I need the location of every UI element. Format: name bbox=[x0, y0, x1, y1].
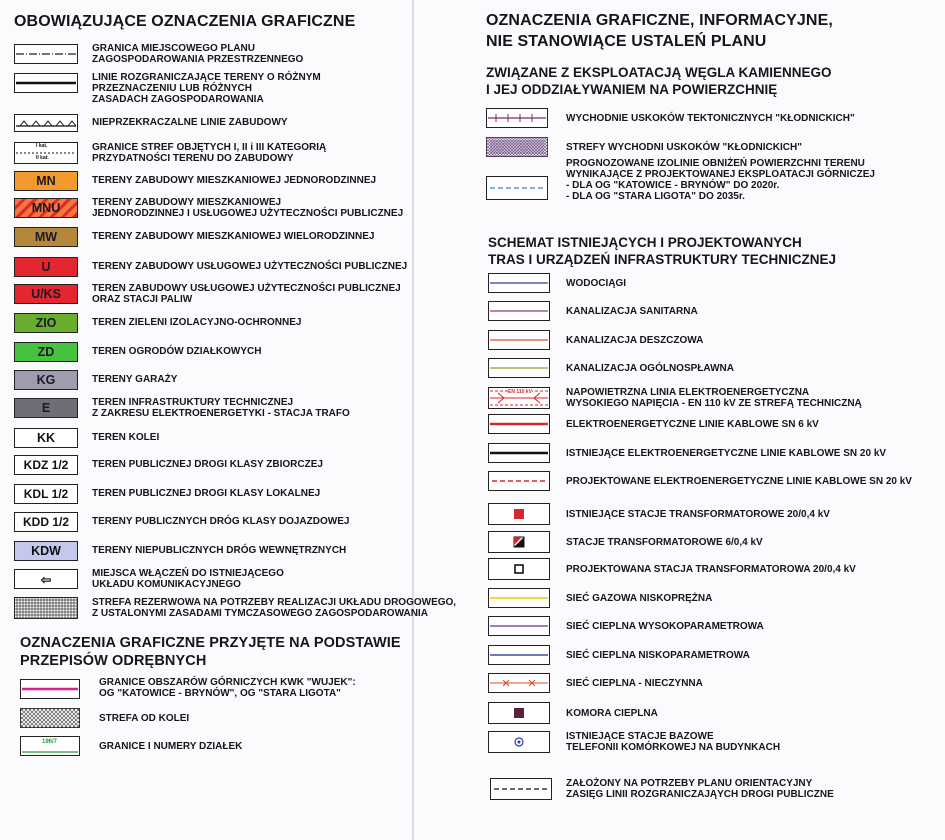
transformer-6kv-label-line: STACJE TRANSFORMATOROWE 6/0,4 kV bbox=[566, 537, 763, 548]
reserve-zone-label-line: Z USTALONYMI ZASADAMI TYMCZASOWEGO ZAGOSPODAROWANIA bbox=[92, 608, 428, 619]
mining-areas-label bbox=[99, 677, 356, 699]
heat-low-symbol bbox=[488, 645, 550, 665]
zone-mn-code: MN bbox=[36, 174, 56, 188]
hv-overhead-line-symbol bbox=[488, 387, 550, 409]
transformer-planned-label bbox=[566, 564, 856, 575]
heat-inactive-symbol bbox=[488, 673, 550, 693]
zone-zio-label bbox=[92, 317, 301, 328]
zone-kdw-label bbox=[92, 545, 346, 556]
dividing-lines-label bbox=[92, 72, 321, 105]
subsidence-isolines-label-line: PROGNOZOWANE IZOLINIE OBNIŻEŃ POWIERZCHNI TERENU bbox=[566, 158, 865, 169]
heat-inactive-label bbox=[566, 678, 703, 689]
transformer-6kv-label bbox=[566, 537, 763, 548]
zone-uks-symbol bbox=[14, 284, 78, 304]
combined-sewer-symbol bbox=[488, 358, 550, 378]
right-heading-line2: NIE STANOWIĄCE USTALEŃ PLANU bbox=[486, 33, 767, 50]
zone-mn-label bbox=[92, 175, 376, 186]
cable-sn6-label-line: ELEKTROENERGETYCZNE LINIE KABLOWE SN 6 kV bbox=[566, 419, 819, 430]
zone-mnu-label bbox=[92, 197, 403, 219]
subsidence-isolines-label-line: - DLA OG "KATOWICE - BRYNÓW" DO 2020r. bbox=[566, 180, 780, 191]
right-subheading-2 bbox=[488, 234, 836, 268]
parcel-number: 196/7 bbox=[42, 739, 58, 745]
zone-kdd-label bbox=[92, 516, 349, 527]
rail-zone-label bbox=[99, 713, 189, 724]
right-subheading-2-line2: TRAS I URZĄDZEŃ INFRASTRUKTURY TECHNICZNEJ bbox=[488, 252, 837, 267]
zone-kdl-symbol bbox=[14, 484, 78, 504]
cable-sn20-existing-symbol bbox=[488, 443, 550, 463]
transformer-planned-symbol bbox=[488, 558, 550, 580]
left-heading-2-line2: PRZEPISÓW ODRĘBNYCH bbox=[20, 653, 207, 669]
fault-outcrops-label-line: WYCHODNIE USKOKÓW TEKTONICZNYCH "KŁODNICKICH" bbox=[566, 113, 855, 124]
heat-inactive-label-line: SIEĆ CIEPLNA - NIECZYNNA bbox=[566, 678, 703, 689]
zone-u-symbol bbox=[14, 257, 78, 277]
rain-sewer-label-line: KANALIZACJA DESZCZOWA bbox=[566, 335, 704, 346]
cell-base-station-symbol bbox=[488, 731, 550, 753]
subsidence-isolines-symbol bbox=[486, 176, 548, 200]
mining-areas-label-line: GRANICE OBSZARÓW GÓRNICZYCH KWK "WUJEK": bbox=[99, 677, 356, 688]
left-heading: OBOWIĄZUJĄCE OZNACZENIA GRAFICZNE bbox=[14, 13, 356, 30]
zone-mw-code: MW bbox=[34, 230, 58, 244]
mining-areas-label-line: OG "KATOWICE - BRYNÓW", OG "STARA LIGOTA" bbox=[99, 688, 341, 699]
heat-chamber-symbol bbox=[488, 702, 550, 724]
combined-sewer-label bbox=[566, 363, 734, 374]
rain-sewer-label bbox=[566, 335, 703, 346]
cable-sn20-planned-label-line: PROJEKTOWANE ELEKTROENERGETYCZNE LINIE KABLOWE SN 20 kV bbox=[566, 476, 912, 487]
zone-kdl-code: KDL 1/2 bbox=[23, 487, 69, 501]
cell-base-station-label-line: TELEFONII KOMÓRKOWEJ NA BUDYNKACH bbox=[566, 742, 781, 753]
dividing-lines-symbol bbox=[14, 73, 78, 93]
junction-label bbox=[92, 568, 284, 590]
fault-zones-symbol bbox=[486, 137, 548, 157]
transformer-existing-symbol bbox=[488, 503, 550, 525]
water-pipes-symbol bbox=[488, 273, 550, 293]
right-heading-line1: OZNACZENIA GRAFICZNE, INFORMACYJNE, bbox=[486, 12, 833, 29]
dividing-lines-label-line: PRZEZNACZENIU LUB RÓŻNYCH bbox=[92, 83, 252, 94]
cell-base-station-label bbox=[566, 731, 780, 753]
building-lines-symbol bbox=[14, 114, 78, 132]
road-range-label-line: ZAŁOŻONY NA POTRZEBY PLANU ORIENTACYJNY bbox=[566, 778, 813, 789]
heat-low-label-line: SIEĆ CIEPLNA NISKOPARAMETROWA bbox=[566, 650, 750, 661]
transformer-existing-label bbox=[566, 509, 830, 520]
sanitary-sewer-symbol bbox=[488, 301, 550, 321]
zone-kdd-code: KDD 1/2 bbox=[22, 515, 69, 529]
rain-sewer-symbol bbox=[488, 330, 550, 350]
heat-high-symbol bbox=[488, 616, 550, 636]
left-heading-2 bbox=[20, 634, 401, 670]
zone-mnu-symbol bbox=[14, 198, 78, 218]
zone-zd-symbol bbox=[14, 342, 78, 362]
zone-kg-symbol bbox=[14, 370, 78, 390]
rail-zone-symbol bbox=[20, 708, 80, 728]
cable-sn20-planned-symbol bbox=[488, 471, 550, 491]
suitability-zones-label bbox=[92, 142, 326, 164]
heat-low-label bbox=[566, 650, 750, 661]
zone-mnu-code: MNU bbox=[31, 201, 61, 215]
category-tag-1: I kat. bbox=[36, 143, 48, 149]
zone-e-label-line: TEREN INFRASTRUKTURY TECHNICZNEJ bbox=[92, 397, 294, 408]
zone-zd-label bbox=[92, 346, 261, 357]
zone-uks-code: U/KS bbox=[31, 287, 61, 301]
road-range-label bbox=[566, 778, 834, 800]
zone-kdz-label-line: TEREN PUBLICZNEJ DROGI KLASY ZBIORCZEJ bbox=[92, 459, 323, 470]
junction-symbol bbox=[14, 569, 78, 589]
plan-boundary-symbol bbox=[14, 44, 78, 64]
zone-e-label bbox=[92, 397, 350, 419]
transformer-existing-label-line: ISTNIEJĄCE STACJE TRANSFORMATOROWE 20/0,4 kV bbox=[566, 509, 830, 520]
zone-kdz-label bbox=[92, 459, 323, 470]
suitability-zones-symbol bbox=[14, 142, 78, 164]
zone-u-label bbox=[92, 261, 407, 272]
zone-kdl-label bbox=[92, 488, 320, 499]
zone-mw-symbol bbox=[14, 227, 78, 247]
fault-outcrops-symbol bbox=[486, 108, 548, 128]
road-range-symbol bbox=[490, 778, 552, 800]
transformer-planned-label-line: PROJEKTOWANA STACJA TRANSFORMATOROWA 20/0,4 kV bbox=[566, 564, 856, 575]
right-heading bbox=[486, 10, 833, 52]
cable-sn20-planned-label bbox=[566, 476, 912, 487]
plan-boundary-label bbox=[92, 43, 303, 65]
right-subheading-1-line1: ZWIĄZANE Z EKSPLOATACJĄ WĘGLA KAMIENNEGO bbox=[486, 65, 832, 80]
zone-kk-code: KK bbox=[36, 431, 56, 445]
zone-kdd-label-line: TERENY PUBLICZNYCH DRÓG KLASY DOJAZDOWEJ bbox=[92, 516, 350, 527]
suitability-zones-label-line: PRZYDATNOŚCI TERENU DO ZABUDOWY bbox=[92, 153, 294, 164]
zone-mnu-label-line: JEDNORODZINNEJ I USŁUGOWEJ UŻYTECZNOŚCI PUBLICZNEJ bbox=[92, 208, 404, 219]
cable-sn20-existing-label bbox=[566, 448, 886, 459]
zone-mw-label bbox=[92, 231, 374, 242]
gas-network-symbol bbox=[488, 588, 550, 608]
building-lines-label bbox=[92, 117, 288, 128]
zone-kdz-symbol bbox=[14, 455, 78, 475]
cable-sn20-existing-label-line: ISTNIEJĄCE ELEKTROENERGETYCZNE LINIE KABLOWE SN 20 kV bbox=[566, 448, 887, 459]
rail-zone-label-line: STREFA OD KOLEI bbox=[99, 713, 190, 724]
subsidence-isolines-label bbox=[566, 158, 875, 202]
zone-kk-label bbox=[92, 432, 159, 443]
suitability-zones-label-line: GRANICE STREF OBJĘTYCH I, II i III KATEGORIĄ bbox=[92, 142, 327, 153]
zone-kdl-label-line: TEREN PUBLICZNEJ DROGI KLASY LOKALNEJ bbox=[92, 488, 321, 499]
junction-code: ⇦ bbox=[40, 572, 52, 587]
zone-kg-label bbox=[92, 374, 177, 385]
water-pipes-label-line: WODOCIĄGI bbox=[566, 278, 626, 289]
hv-overhead-line-label bbox=[566, 387, 862, 409]
left-heading-2-line1: OZNACZENIA GRAFICZNE PRZYJĘTE NA PODSTAWIE bbox=[20, 635, 401, 651]
zone-mnu-label-line: TERENY ZABUDOWY MIESZKANIOWEJ bbox=[92, 197, 282, 208]
zone-kk-label-line: TEREN KOLEI bbox=[92, 432, 160, 443]
zone-uks-label-line: TEREN ZABUDOWY USŁUGOWEJ UŻYTECZNOŚCI PUBLICZNEJ bbox=[92, 283, 401, 294]
zone-kg-code: KG bbox=[36, 373, 56, 387]
plan-boundary-label-line: GRANICA MIEJSCOWEGO PLANU bbox=[92, 43, 255, 54]
dividing-lines-label-line: LINIE ROZGRANICZAJĄCE TERENY O RÓŻNYM bbox=[92, 72, 321, 83]
plan-boundary-label-line: ZAGOSPODAROWANIA PRZESTRZENNEGO bbox=[92, 54, 304, 65]
sanitary-sewer-label bbox=[566, 306, 698, 317]
heat-chamber-label bbox=[566, 708, 658, 719]
reserve-zone-label-line: STREFA REZERWOWA NA POTRZEBY REALIZACJI UKŁADU DROGOWEGO, bbox=[92, 597, 457, 608]
zone-e-label-line: Z ZAKRESU ELEKTROENERGETYKI - STACJA TRAFO bbox=[92, 408, 350, 419]
reserve-zone-symbol bbox=[14, 597, 78, 619]
hv-overhead-line-label-line: NAPOWIETRZNA LINIA ELEKTROENERGETYCZNA bbox=[566, 387, 810, 398]
road-range-label-line: ZASIĘG LINII ROZGRANICZAJĄYCH DROGI PUBLICZNE bbox=[566, 789, 834, 800]
zone-kk-symbol bbox=[14, 428, 78, 448]
zone-e-code: E bbox=[41, 401, 51, 415]
zone-mw-label-line: TERENY ZABUDOWY MIESZKANIOWEJ WIELORODZINNEJ bbox=[92, 231, 375, 242]
category-tag-2: II kat. bbox=[36, 155, 49, 161]
junction-label-line: MIEJSCA WŁĄCZEŃ DO ISTNIEJĄCEGO bbox=[92, 568, 284, 579]
zone-mn-symbol bbox=[14, 171, 78, 191]
right-subheading-1-line2: I JEJ ODDZIAŁYWANIEM NA POWIERZCHNIĘ bbox=[486, 82, 778, 97]
zone-zd-code: ZD bbox=[37, 345, 55, 359]
right-subheading-1 bbox=[486, 64, 832, 98]
junction-label-line: UKŁADU KOMUNIKACYJNEGO bbox=[92, 579, 241, 590]
gas-network-label-line: SIEĆ GAZOWA NISKOPRĘŻNA bbox=[566, 593, 713, 604]
right-subheading-2-line1: SCHEMAT ISTNIEJĄCYCH I PROJEKTOWANYCH bbox=[488, 235, 802, 250]
zone-kdw-label-line: TERENY NIEPUBLICZNYCH DRÓG WEWNĘTRZNYCH bbox=[92, 545, 347, 556]
fault-outcrops-label bbox=[566, 113, 855, 124]
paper-fold bbox=[412, 0, 414, 840]
cable-sn6-label bbox=[566, 419, 819, 430]
combined-sewer-label-line: KANALIZACJA OGÓLNOSPŁAWNA bbox=[566, 363, 734, 374]
zone-e-symbol bbox=[14, 398, 78, 418]
water-pipes-label bbox=[566, 278, 626, 289]
zone-kdz-code: KDZ 1/2 bbox=[23, 458, 69, 472]
zone-zio-label-line: TEREN ZIELENI IZOLACYJNO-OCHRONNEJ bbox=[92, 317, 302, 328]
zone-u-code: U bbox=[41, 260, 51, 274]
subsidence-isolines-label-line: - DLA OG "STARA LIGOTA" DO 2035r. bbox=[566, 191, 745, 202]
zone-kg-label-line: TERENY GARAŻY bbox=[92, 374, 178, 385]
heat-chamber-label-line: KOMORA CIEPLNA bbox=[566, 708, 658, 719]
dividing-lines-label-line: ZASADACH ZAGOSPODAROWANIA bbox=[92, 94, 264, 105]
zone-kdd-symbol bbox=[14, 512, 78, 532]
hv-overhead-line-label-line: WYSOKIEGO NAPIĘCIA - EN 110 kV ZE STREFĄ TECHNICZNĄ bbox=[566, 398, 862, 409]
sanitary-sewer-label-line: KANALIZACJA SANITARNA bbox=[566, 306, 698, 317]
cable-sn6-symbol bbox=[488, 414, 550, 434]
zone-u-label-line: TERENY ZABUDOWY USŁUGOWEJ UŻYTECZNOŚCI PUBLICZNEJ bbox=[92, 261, 408, 272]
fault-zones-label-line: STREFY WYCHODNI USKOKÓW "KŁODNICKICH" bbox=[566, 142, 802, 153]
zone-kdw-code: KDW bbox=[31, 544, 61, 558]
heat-high-label bbox=[566, 621, 764, 632]
gas-network-label bbox=[566, 593, 712, 604]
hv-tag: EN 110 kV bbox=[508, 389, 532, 395]
zone-zio-symbol bbox=[14, 313, 78, 333]
zone-zio-code: ZIO bbox=[35, 316, 57, 330]
parcel-boundaries-label-line: GRANICE I NUMERY DZIAŁEK bbox=[99, 741, 243, 752]
transformer-6kv-symbol bbox=[488, 531, 550, 553]
parcel-boundaries-symbol bbox=[20, 736, 80, 756]
zone-uks-label bbox=[92, 283, 401, 305]
parcel-boundaries-label bbox=[99, 741, 242, 752]
heat-high-label-line: SIEĆ CIEPLNA WYSOKOPARAMETROWA bbox=[566, 621, 764, 632]
subsidence-isolines-label-line: WYNIKAJĄCE Z PROJEKTOWANEJ EKSPLOATACJI GÓRNICZEJ bbox=[566, 169, 875, 180]
zone-kdw-symbol bbox=[14, 541, 78, 561]
fault-zones-label bbox=[566, 142, 802, 153]
reserve-zone-label bbox=[92, 597, 456, 619]
mining-areas-symbol bbox=[20, 679, 80, 699]
zone-uks-label-line: ORAZ STACJI PALIW bbox=[92, 294, 193, 305]
zone-zd-label-line: TEREN OGRODÓW DZIAŁKOWYCH bbox=[92, 346, 262, 357]
cell-base-station-label-line: ISTNIEJĄCE STACJE BAZOWE bbox=[566, 731, 714, 742]
building-lines-label-line: NIEPRZEKRACZALNE LINIE ZABUDOWY bbox=[92, 117, 288, 128]
zone-mn-label-line: TERENY ZABUDOWY MIESZKANIOWEJ JEDNORODZINNEJ bbox=[92, 175, 377, 186]
